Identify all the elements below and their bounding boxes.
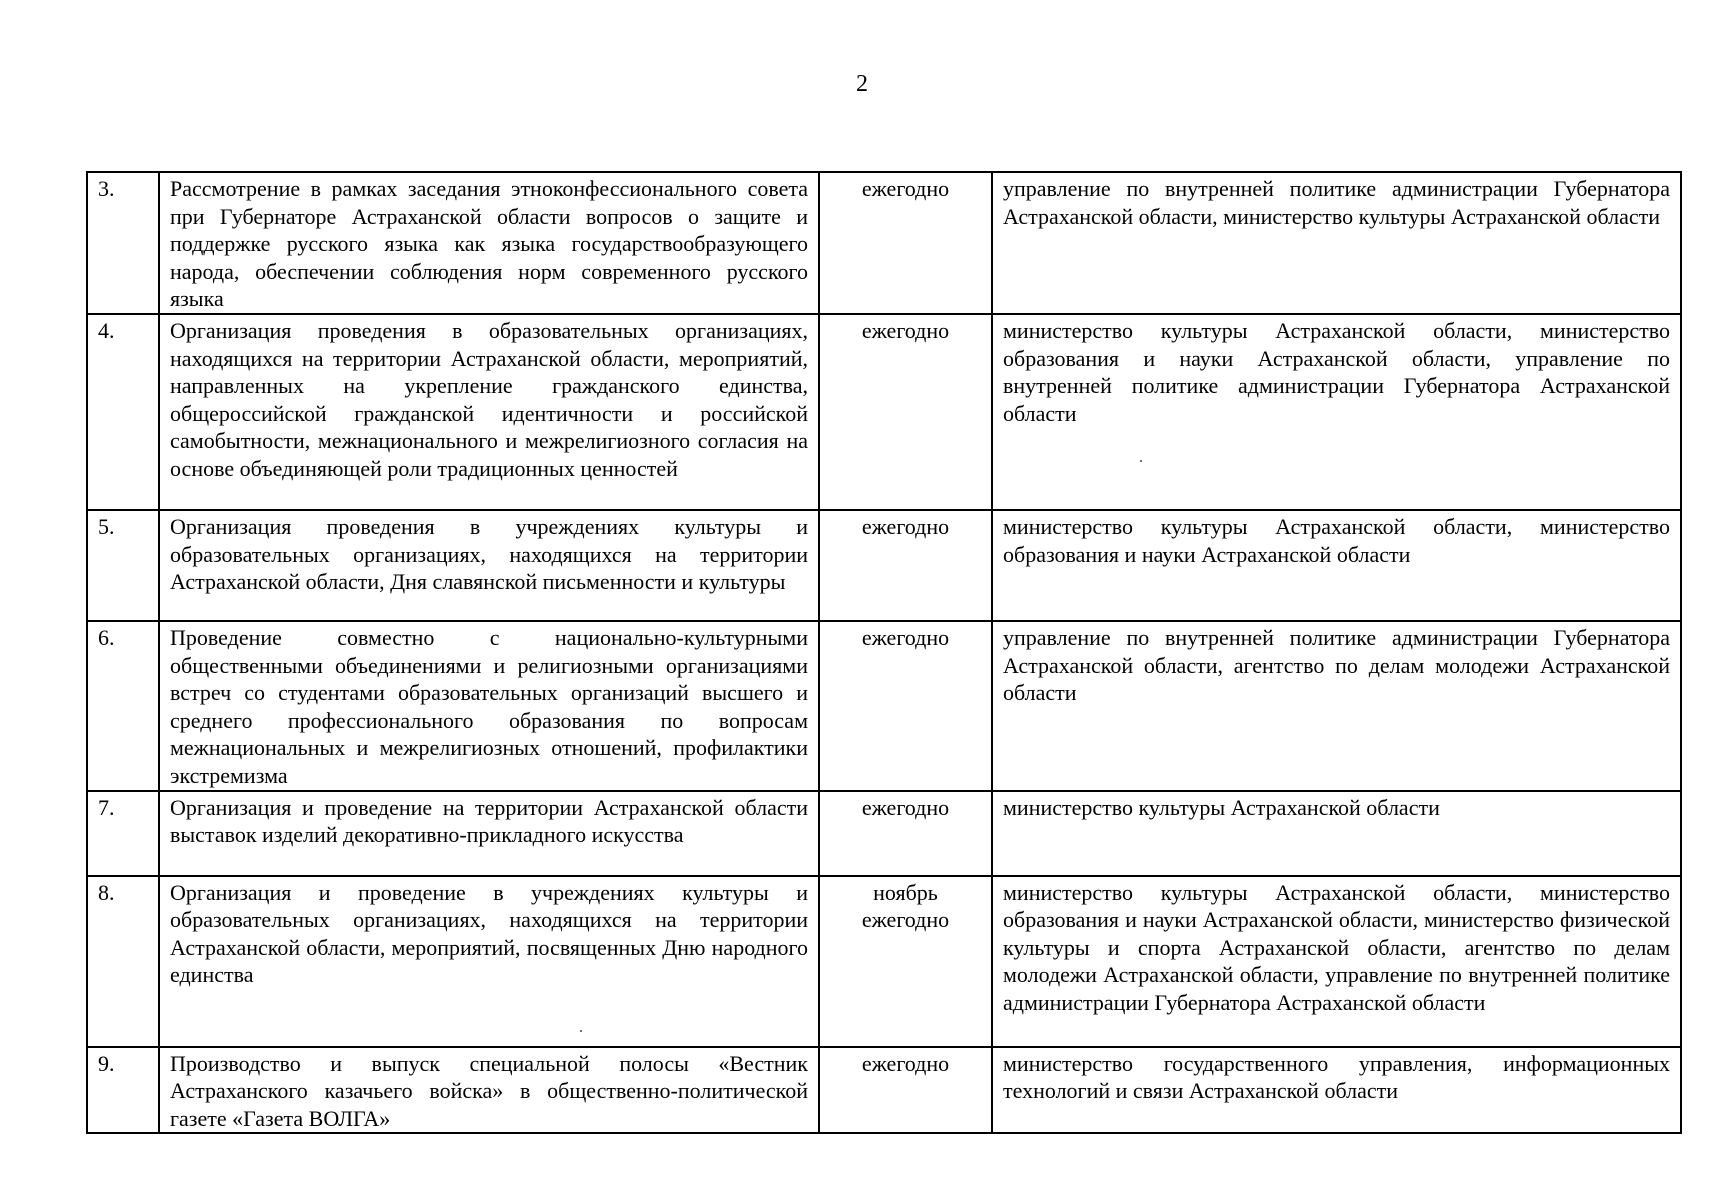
term-line: ежегодно [861,514,950,539]
activity-description: Рассмотрение в рамках заседания этноконфессионального совета при Губернаторе Астраханской области вопросов о защите и поддержке русского языка как языка государствообразующего народа, обеспечении соблюдения норм современного русского языка [159,172,819,314]
term-line: ежегодно [861,318,950,343]
responsible-parties: управление по внутренней политике администрации Губернатора Астраханской области, министерство культуры Астраханской области [992,172,1681,314]
term-line: ежегодно [861,1050,950,1076]
row-number: 9. [87,1047,159,1134]
term-line: ежегодно [861,176,950,201]
activity-term [819,314,992,510]
activity-description: Организация и проведение на территории Астраханской области выставок изделий декоративно-прикладного искусства [159,791,819,876]
row-number: 6. [87,621,159,791]
row-number: 4. [87,314,159,510]
activity-term [819,621,992,791]
row-number: 5. [87,510,159,621]
responsible-parties: управление по внутренней политике администрации Губернатора Астраханской области, агентство по делам молодежи Астраханской области [992,621,1681,791]
scan-speck [1140,460,1142,462]
responsible-parties: министерство культуры Астраханской области, министерство образования и науки Астраханской области, министерство физической культуры и спорта Астраханской области, агентство по делам молодежи Астраханской области, управление по внутренней политике администрации Губернатора Астраханской области [992,876,1681,1047]
activity-term [819,172,992,314]
activity-term [819,791,992,876]
scan-speck [580,1030,582,1032]
activity-term [819,876,992,1047]
table-row [87,172,1681,314]
activity-description: Организация проведения в образовательных организациях, находящихся на территории Астраханской области, мероприятий, направленных на укрепление гражданского единства, общероссийской гражданской идентичности и российской самобытности, межнационального и межрелигиозного согласия на основе объединяющей роли традиционных ценностей [159,314,819,510]
activity-description: Организация проведения в учреждениях культуры и образовательных организациях, находящихся на территории Астраханской области, Дня славянской письменности и культуры [159,510,819,621]
table-row [87,621,1681,791]
table-row [87,1047,1681,1134]
activity-term [819,510,992,621]
table-row [87,876,1681,1047]
activity-plan-table [86,171,1682,1134]
activity-description: Организация и проведение в учреждениях культуры и образовательных организациях, находящихся на территории Астраханской области, мероприятий, посвященных Дню народного единства [159,876,819,1047]
activity-description: Производство и выпуск специальной полосы «Вестник Астраханского казачьего войска» в общественно-политической газете «Газета ВОЛГА» [159,1047,819,1134]
activity-description: Проведение совместно с национально-культурными общественными объединениями и религиозными организациями встреч со студентами образовательных организаций высшего и среднего профессионального образования по вопросам межнациональных и межрелигиозных отношений, профилактики экстремизма [159,621,819,791]
responsible-parties: министерство государственного управления, информационных технологий и связи Астраханской области [992,1047,1681,1134]
term-line: ежегодно [861,907,950,933]
table-row [87,314,1681,510]
page-number: 2 [856,71,868,97]
table-row [87,510,1681,621]
term-line: ежегодно [861,794,950,820]
term-line: ноябрь [873,879,938,905]
row-number: 8. [87,876,159,1047]
responsible-parties: министерство культуры Астраханской области, министерство образования и науки Астраханской области, управление по внутренней политике администрации Губернатора Астраханской области [992,314,1681,510]
responsible-parties: министерство культуры Астраханской области [992,791,1681,876]
activity-term [819,1047,992,1134]
row-number: 7. [87,791,159,876]
table-row [87,791,1681,876]
responsible-parties: министерство культуры Астраханской области, министерство образования и науки Астраханской области [992,510,1681,621]
term-line: ежегодно [861,625,950,650]
row-number: 3. [87,172,159,314]
